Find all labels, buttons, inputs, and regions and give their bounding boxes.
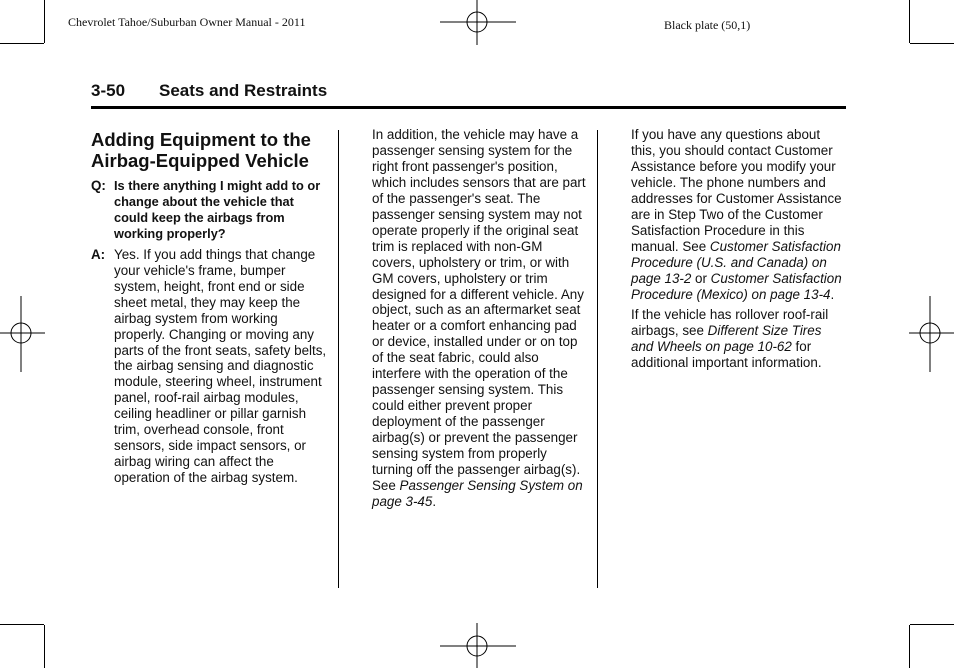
- cross-reference-link[interactable]: Different Size Tires and Wheels on page 10-62: [631, 323, 822, 355]
- cross-reference-link[interactable]: Customer Satisfaction Procedure (Mexico) on page 13-4: [631, 270, 842, 302]
- paragraph-text: If the vehicle has rollover roof-rail airbags, see: [631, 307, 829, 339]
- crop-mark: [44, 625, 45, 668]
- question-text: Is there anything I might add to or change about the vehicle that could keep the airbags from working properly?: [114, 178, 321, 241]
- paragraph-end: for additional important information.: [631, 339, 822, 371]
- question-label: Q:: [91, 178, 106, 193]
- crop-mark: [909, 625, 910, 668]
- paragraph: [372, 127, 588, 510]
- page-number: 3-50: [91, 81, 126, 100]
- paragraph-text: If you have any questions about this, you should contact Customer Assistance before you modify your vehicle. The phone numbers and addresses for Customer Assistance are in Step Two of the Customer Satisfaction Procedure in this manual. See: [631, 127, 842, 254]
- column-1: [91, 127, 331, 491]
- column-3: [631, 127, 847, 376]
- slug-right: Black plate (50,1): [664, 18, 751, 32]
- section-heading: [91, 129, 331, 171]
- crop-mark: [0, 624, 44, 625]
- cross-reference-link[interactable]: Customer Satisfaction Procedure (U.S. and Canada) on page 13-2: [631, 238, 841, 286]
- page-header: [91, 80, 846, 109]
- section-title: Seats and Restraints: [159, 81, 328, 100]
- column-2: [372, 127, 588, 515]
- heading-line-1: Adding Equipment to the: [91, 129, 311, 150]
- crop-mark: [44, 0, 45, 43]
- paragraph-text: or: [691, 270, 711, 286]
- cross-reference-link[interactable]: Passenger Sensing System on page 3-45: [372, 477, 583, 509]
- paragraph: [631, 307, 847, 371]
- paragraph-text: In addition, the vehicle may have a passenger sensing system for the right front passenger's position, which includes sensors that are part of the passenger's seat. The passenger sensing system may not operate properly if the original seat trim is replaced with non-GM covers, upholstery or trim, or with GM covers, upholstery or trim designed for a different vehicle. Any object, such as an aftermarket seat heater or a comfort enhancing pad or device, installed under or on top of the seat fabric, could also interfere with the operation of the passenger sensing system. This could either prevent proper deployment of the passenger airbag(s) or prevent the passenger sensing system from properly turning off the passenger airbag(s). See: [372, 127, 586, 493]
- registration-mark-left: [0, 296, 45, 372]
- paragraph-end: .: [830, 286, 835, 302]
- column-rule: [597, 130, 598, 588]
- crop-mark: [910, 624, 954, 625]
- heading-line-2: Airbag-Equipped Vehicle: [91, 150, 309, 171]
- column-rule: [338, 130, 339, 588]
- slug-left: Chevrolet Tahoe/Suburban Owner Manual - 2011: [68, 15, 306, 29]
- crop-mark: [909, 0, 910, 43]
- crop-mark: [910, 43, 954, 44]
- paragraph: [631, 127, 847, 302]
- registration-mark-top: [440, 0, 516, 45]
- paragraph-end: .: [432, 493, 437, 509]
- registration-mark-bottom: [440, 623, 516, 668]
- question: [91, 178, 331, 242]
- answer-label: A:: [91, 246, 106, 262]
- registration-mark-right: [909, 296, 954, 372]
- answer-text: Yes. If you add things that change your vehicle's frame, bumper system, height, front end or side sheet metal, they may keep the airbag system from working properly. Changing or moving any parts of the front seats, safety belts, the airbag sensing and diagnostic module, steering wheel, instrument panel, roof-rail airbag modules, ceiling headliner or pillar garnish trim, overhead console, front sensors, side impact sensors, or airbag wiring can affect the operation of the airbag system.: [114, 246, 327, 486]
- answer: [91, 247, 331, 486]
- crop-mark: [0, 43, 44, 44]
